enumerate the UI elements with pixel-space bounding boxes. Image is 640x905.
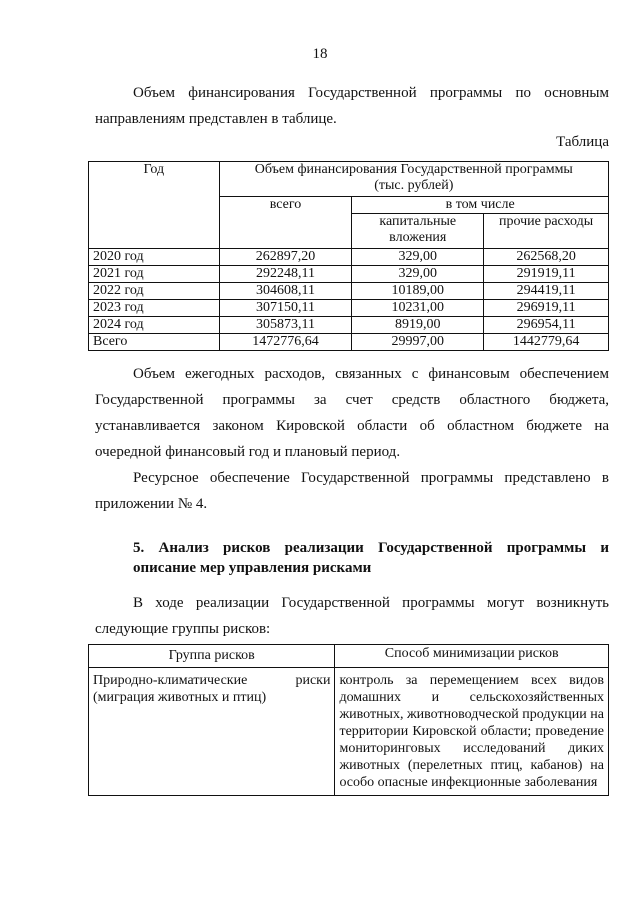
expenses-paragraph: Объем ежегодных расходов, связанных с финансовым обеспечением Государственной программы за счет средств областного бюджета, устанавливается законом Кировской области об областном бюджете на очередной финансовый год и плановый период. (95, 366, 609, 460)
cell-year: Всего (89, 334, 220, 351)
table-row (89, 317, 609, 334)
table-caption: Таблица (556, 134, 609, 150)
cell-capital: 29997,00 (352, 334, 484, 351)
table-row (89, 249, 609, 266)
cell-capital: 10189,00 (352, 283, 484, 300)
header-including: в том числе (352, 197, 609, 214)
cell-other: 294419,11 (484, 283, 609, 300)
table-header-row (89, 645, 609, 668)
cell-year: 2024 год (89, 317, 220, 334)
header-volume: Объем финансирования Государственной программы (тыс. рублей) (219, 162, 608, 197)
cell-risk-group: Природно-климатические риски (миграция животных и птиц) (89, 668, 335, 796)
cell-year: 2023 год (89, 300, 220, 317)
cell-other: 296954,11 (484, 317, 609, 334)
cell-total: 262897,20 (219, 249, 352, 266)
table-row (89, 266, 609, 283)
cell-total: 304608,11 (219, 283, 352, 300)
cell-other: 1442779,64 (484, 334, 609, 351)
table-header-row (89, 162, 609, 197)
table-row-total (89, 334, 609, 351)
table-row (89, 668, 609, 796)
cell-total: 307150,11 (219, 300, 352, 317)
cell-other: 296919,11 (484, 300, 609, 317)
header-other: прочие расходы (484, 214, 609, 249)
cell-other: 262568,20 (484, 249, 609, 266)
financing-table (88, 161, 609, 351)
cell-capital: 329,00 (352, 249, 484, 266)
table-row (89, 283, 609, 300)
cell-capital: 329,00 (352, 266, 484, 283)
header-total: всего (219, 197, 352, 249)
intro-paragraph: Объем финансирования Государственной программы по основным направлениям представлен в таблице. (95, 85, 609, 127)
cell-year: 2021 год (89, 266, 220, 283)
resources-paragraph: Ресурсное обеспечение Государственной программы представлено в приложении № 4. (95, 470, 609, 512)
header-risk-method: Способ минимизации рисков (335, 645, 609, 668)
cell-year: 2020 год (89, 249, 220, 266)
cell-other: 291919,11 (484, 266, 609, 283)
header-year: Год (89, 162, 220, 249)
table-row (89, 300, 609, 317)
cell-total: 1472776,64 (219, 334, 352, 351)
cell-capital: 8919,00 (352, 317, 484, 334)
header-capital: капитальные вложения (352, 214, 484, 249)
cell-total: 292248,11 (219, 266, 352, 283)
cell-capital: 10231,00 (352, 300, 484, 317)
section-heading: 5. Анализ рисков реализации Государственной программы и описание мер управления рисками (133, 540, 609, 576)
cell-total: 305873,11 (219, 317, 352, 334)
risk-table (88, 644, 609, 796)
cell-year: 2022 год (89, 283, 220, 300)
header-risk-group: Группа рисков (89, 645, 335, 668)
cell-risk-method: контроль за перемещением всех видов домашних и сельскохозяйственных животных, животноводческой продукции на территории Кировской области; проведение мониторинговых исследований диких животных (перелетных птиц, кабанов) на особо опасные инфекционные заболевания (335, 668, 609, 796)
page-number: 18 (312, 46, 328, 62)
risks-paragraph: В ходе реализации Государственной программы могут возникнуть следующие группы рисков: (95, 595, 609, 637)
